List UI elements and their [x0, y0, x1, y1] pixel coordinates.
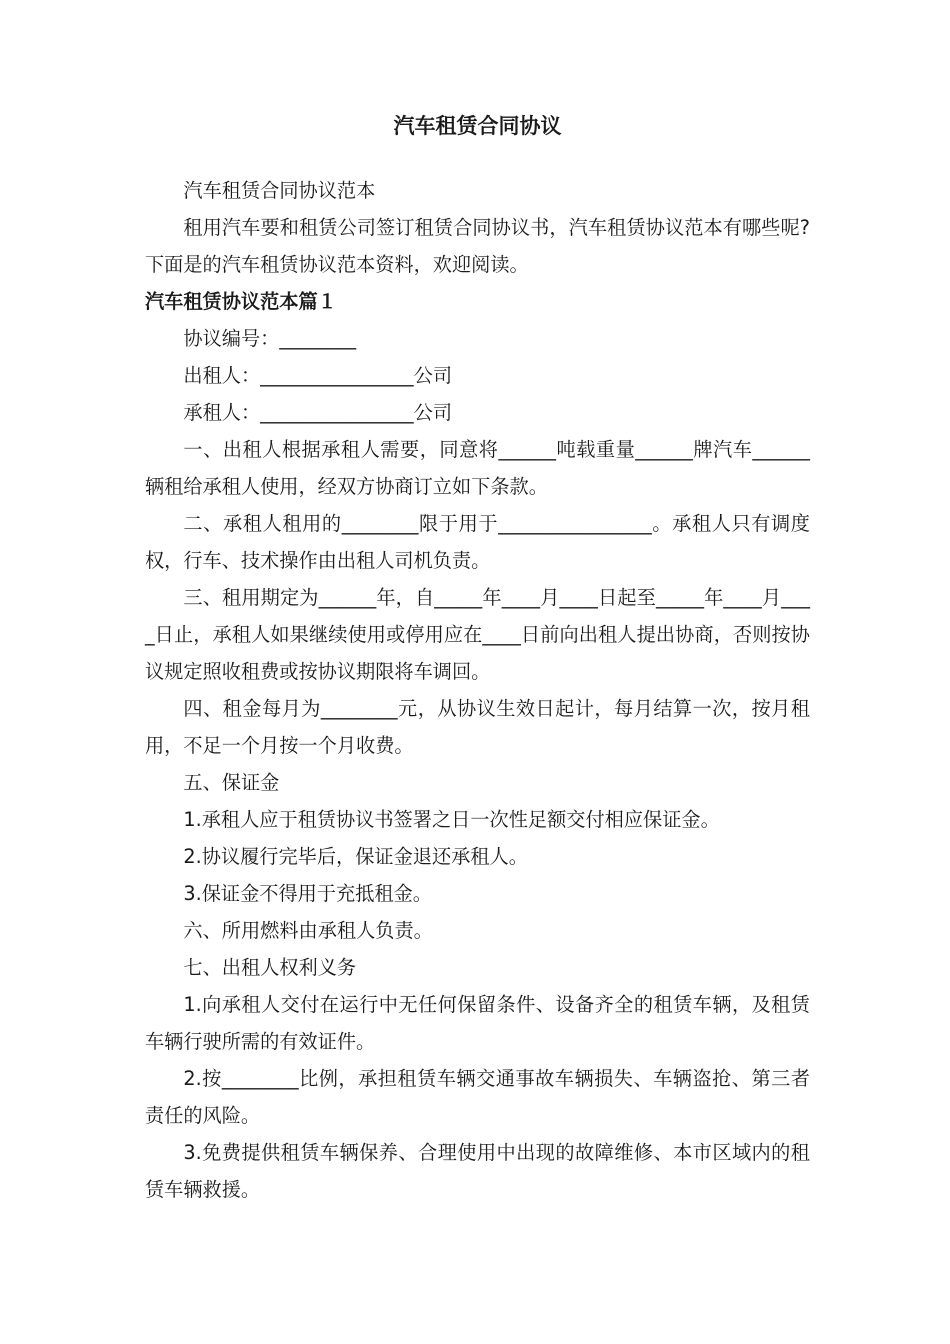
- document-title: 汽车租赁合同协议: [393, 114, 562, 138]
- section-heading: 汽车租赁协议范本篇１: [145, 290, 337, 313]
- paragraph-clause-7-item-3: 3.免费提供租赁车辆保养、合理使用中出现的故障维修、本市区域内的租赁车辆救援。: [145, 1141, 810, 1201]
- paragraph-clause-4: 四、租金每月为________元，从协议生效日起计，每月结算一次，按月租用，不足一个月按一个月收费。: [145, 697, 810, 757]
- paragraph-clause-5: 五、保证金: [183, 771, 280, 794]
- paragraph-clause-3: 三、租用期定为______年，自_____年____月____日起至_____年____月____日止，承租人如果继续使用或停用应在____日前向出租人提出协商，否则按协议规定照收租费或按协议期限将车调回。: [145, 586, 810, 683]
- paragraph-clause-5-item-1: 1.承租人应于租赁协议书签署之日一次性足额交付相应保证金。: [183, 808, 720, 831]
- paragraph-clause-5-item-3: 3.保证金不得用于充抵租金。: [183, 882, 432, 905]
- paragraph-clause-7: 七、出租人权利义务: [183, 956, 357, 979]
- paragraph-clause-5-item-2: 2.协议履行完毕后，保证金退还承租人。: [183, 845, 528, 868]
- paragraph-intro: 租用汽车要和租赁公司签订租赁合同协议书，汽车租赁协议范本有哪些呢?下面是的汽车租赁协议范本资料，欢迎阅读。: [145, 216, 810, 276]
- paragraph-clause-1: 一、出租人根据承租人需要，同意将______吨载重量______牌汽车______辆租给承租人使用，经双方协商订立如下条款。: [145, 438, 810, 498]
- paragraph-clause-7-item-2: 2.按________比例，承担租赁车辆交通事故车辆损失、车辆盗抢、第三者责任的风险。: [145, 1067, 810, 1127]
- paragraph-lessee: 承租人：________________公司: [183, 401, 453, 424]
- paragraph-subtitle: 汽车租赁合同协议范本: [183, 179, 376, 202]
- paragraph-agreement-number: 协议编号：________: [183, 327, 357, 350]
- paragraph-lessor: 出租人：________________公司: [183, 364, 453, 387]
- paragraph-clause-6: 六、所用燃料由承租人负责。: [183, 919, 433, 942]
- paragraph-clause-2: 二、承租人租用的________限于用于________________。承租人只有调度权，行车、技术操作由出租人司机负责。: [145, 512, 810, 572]
- paragraph-clause-7-item-1: 1.向承租人交付在运行中无任何保留条件、设备齐全的租赁车辆，及租赁车辆行驶所需的有效证件。: [145, 993, 810, 1053]
- document-body: [145, 172, 810, 1208]
